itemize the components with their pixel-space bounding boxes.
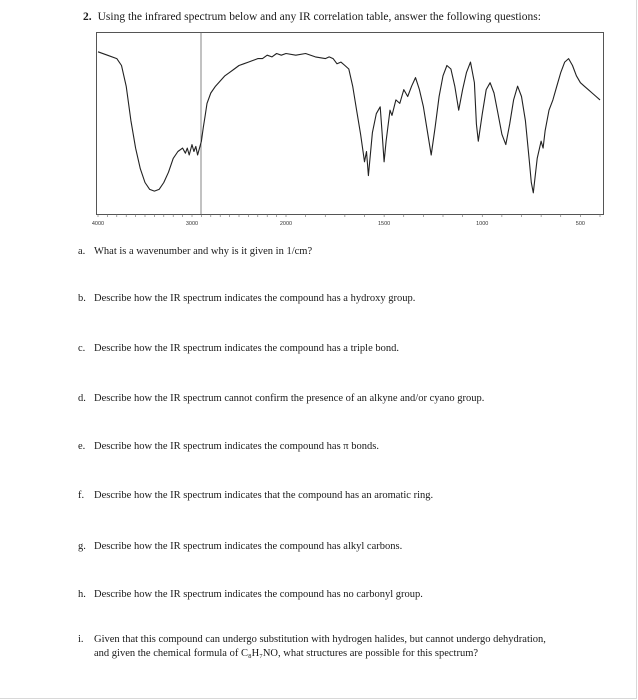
subquestion-text: Describe how the IR spectrum indicates that the compound has an aromatic ring. [94,490,434,501]
subquestion-g [78,540,578,554]
subquestion-b [78,292,578,306]
spectrum-trace [98,52,600,193]
subquestion-text: Describe how the IR spectrum indicates the compound has π bonds. [94,441,379,452]
ir-spectrum-chart [91,32,604,234]
subquestion-label: g. [78,541,86,552]
x-tick-label: 1000 [476,221,489,227]
subquestion-text: What is a wavenumber and why is it given in 1/cm? [94,246,313,257]
x-tick-label: 2000 [279,221,293,227]
subquestion-label: c. [78,343,86,354]
x-tick-label: 500 [575,221,585,227]
subquestion-f [78,489,578,503]
subquestion-d [78,392,578,406]
question-prompt: Using the infrared spectrum below and any IR correlation table, answer the following questions: [97,11,541,23]
subquestion-label: f. [78,490,85,501]
subquestion-a [78,245,578,259]
subquestion-text: Describe how the IR spectrum indicates the compound has a triple bond. [94,343,400,354]
subquestion-text: Describe how the IR spectrum indicates the compound has a hydroxy group. [94,293,416,304]
subquestion-text: Describe how the IR spectrum indicates the compound has no carbonyl group. [94,589,423,600]
subquestion-e [78,440,578,454]
x-tick-label: 3000 [185,221,199,227]
subquestion-label: b. [78,293,86,304]
x-tick-label: 1500 [378,221,391,227]
subquestion-text: Describe how the IR spectrum indicates the compound has alkyl carbons. [94,541,403,552]
chart-frame [97,33,604,215]
subquestion-text: Describe how the IR spectrum cannot confirm the presence of an alkyne and/or cyano group. [94,393,485,404]
question-number: 2. [83,11,92,23]
subquestion-label: e. [78,441,86,452]
subquestion-label: i. [78,634,84,645]
subquestion-label: a. [78,246,86,257]
subquestion-label: h. [78,589,86,600]
subquestion-h [78,588,578,602]
subquestion-c [78,342,578,356]
x-tick-label: 4000 [91,221,105,227]
subquestion-i [78,633,558,661]
subquestion-label: d. [78,393,86,404]
subquestion-text: Given that this compound can undergo substitution with hydrogen halides, but cannot undergo dehydration, and given the chemical formula of C₈H₇NO, what structures are possible for this spectrum? [94,634,546,659]
question-heading [83,10,623,25]
